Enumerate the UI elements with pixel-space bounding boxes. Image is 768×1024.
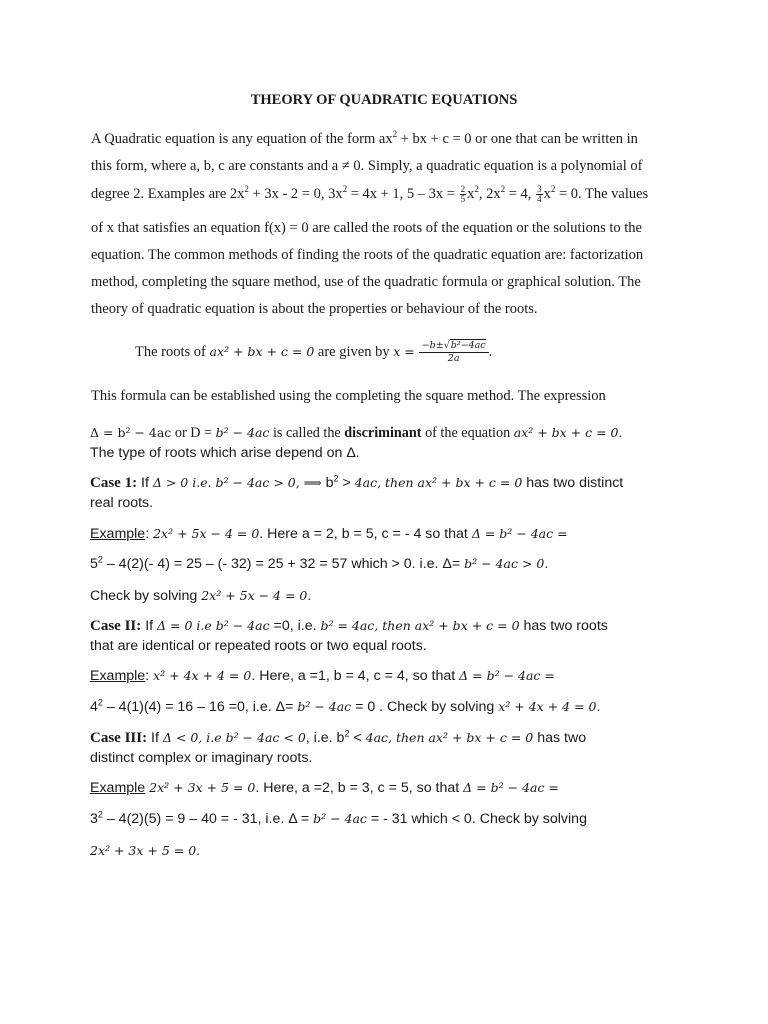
case-3-line-1: Case III: If Δ < 0, i.e b² − 4ac < 0, i.e. $b^2 < 4ac$, then ax² + bx + c = 0 has two (90, 728, 587, 746)
formula-fraction: $\frac{\text{−b±√b²−4ac}}{2a}$ (419, 340, 489, 365)
fraction-two-fifths: $\frac{2}{5}$ (460, 184, 466, 205)
case-3-line-2: distinct complex or imaginary roots. (90, 750, 313, 766)
intro-line-5: equation. The common methods of finding the roots of the quadratic equation are: factorization (91, 247, 644, 263)
quadratic-formula: The roots of ax² + bx + c = 0 are given by x = $\frac{\text{−b±√b²−4ac}}{2a}$ . (135, 340, 493, 365)
intro-line-2: this form, where a, b, c are constants and a ≠ 0. Simply, a quadratic equation is a polynomial of (91, 158, 643, 174)
case-1-check: Check by solving 2x² + 5x − 4 = 0. (90, 588, 312, 604)
page-title: THEORY OF QUADRATIC EQUATIONS (250, 92, 518, 108)
case-2-line-1: Case II: If Δ = 0 i.e b² − 4ac =0, i.e. b² = 4ac, then ax² + bx + c = 0 has two roots (90, 618, 608, 634)
case-1-line-2: real roots. (90, 495, 154, 511)
case-1-calculation: $5^2 - 4(2)(-$ 4) = 25 – (- 32) = 25 + 32 = 57 which > 0. i.e. Δ= b² − 4ac > 0. (90, 554, 549, 572)
case-2-example: Example: x² + 4x + 4 = 0. Here, a =1, b = 4, c = 4, so that Δ = b² − 4ac = (90, 668, 555, 684)
case-1-example: Example: 2x² + 5x − 4 = 0. Here a = 2, b = 5, c = - 4 so that Δ = b² − 4ac = (90, 526, 568, 542)
discriminant-line-2: The type of roots which arise depend on Δ. (90, 445, 360, 461)
discriminant-term: discriminant (344, 425, 422, 441)
intro-line-7: theory of quadratic equation is about the properties or behaviour of the roots. (91, 301, 538, 317)
intro-line-3: degree 2. Examples are $2x^2 + 3x - 2 = 0$, $3x^2 = 4x + 1$, 5 – 3x = $\frac{2}{5}$ $x^2$, $2x^2 = 4$, $\frac{3}{4}$ $x^2 = 0$. The values (91, 184, 649, 205)
case-1-label: Case 1: (90, 475, 138, 491)
case-3-final-equation: 2x² + 3x + 5 = 0. (90, 843, 201, 858)
case-3-calculation: $3^2 - 4(2)(5) = 9 - 40$ = - 31, i.e. Δ = b² − 4ac = - 31 which < 0. Check by solving (90, 809, 587, 827)
case-3-label: Case III: (90, 730, 148, 746)
intro-line-4: of x that satisfies an equation f(x) = 0 are called the roots of the equation or the solutions to the (91, 220, 642, 236)
establish-line: This formula can be established using the completing the square method. The expression (91, 388, 606, 404)
case-1-line-1: Case 1: If Δ > 0 i.e. b² − 4ac > 0, ⟹ $b^2 > 4ac$, then ax² + bx + c = 0 has two distinct (90, 473, 624, 491)
intro-line-1: A Quadratic equation is any equation of the form $ax^2$ + bx + c = 0 or one that can be written in (91, 129, 638, 147)
intro-line-6: method, completing the square method, use of the quadratic formula or graphical solution. The (91, 274, 641, 290)
case-2-line-2: that are identical or repeated roots or two equal roots. (90, 638, 427, 654)
case-2-calculation: $4^2 - 4(1)(4) = 16 - 16 =0$, i.e. Δ= b² − 4ac = 0 . Check by solving x² + 4x + 4 = 0. (90, 697, 601, 715)
case-2-label: Case II: (90, 618, 142, 634)
discriminant-line-1: Δ = b² − 4ac or D = b² − 4ac is called the discriminant of the equation ax² + bx + c = 0. (90, 425, 623, 441)
fraction-three-quarters: $\frac{3}{4}$ (537, 184, 542, 205)
case-3-example: Example 2x² + 3x + 5 = 0. Here, a =2, b = 3, c = 5, so that Δ = b² − 4ac = (90, 780, 559, 796)
